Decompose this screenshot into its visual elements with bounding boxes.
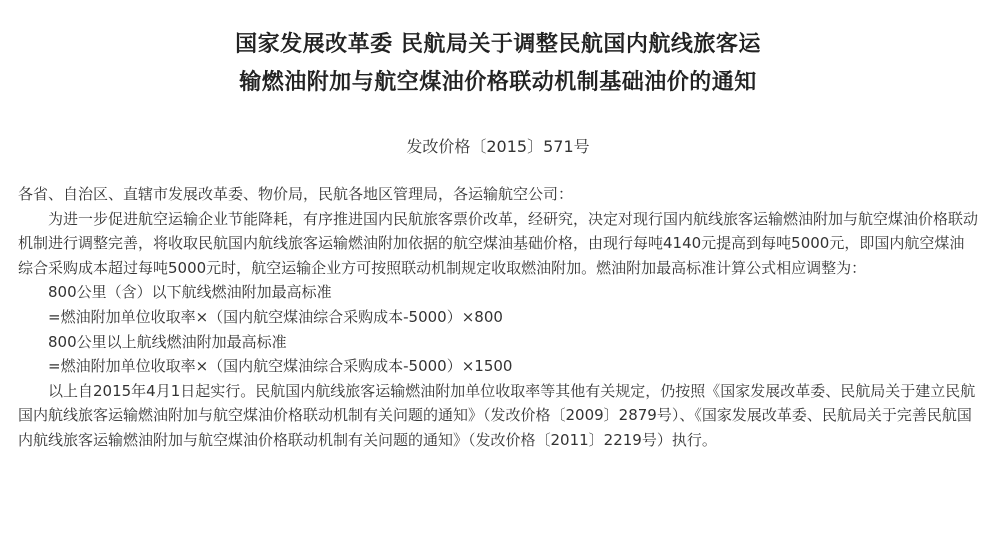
title-line-2: 输燃油附加与航空煤油价格联动机制基础油价的通知 <box>239 70 757 95</box>
formula-2-expression: =燃油附加单位收取率×（国内航空煤油综合采购成本-5000）×1500 <box>48 357 513 376</box>
formula-2-label: 800公里以上航线燃油附加最高标准 <box>48 332 287 351</box>
formula-1-expression: =燃油附加单位收取率×（国内航空煤油综合采购成本-5000）×800 <box>48 307 503 326</box>
document-body <box>18 182 978 453</box>
formula-1-label: 800公里（含）以下航线燃油附加最高标准 <box>48 283 332 302</box>
document-title <box>18 0 978 102</box>
title-line-1: 国家发展改革委 民航局关于调整民航国内航线旅客运 <box>235 32 761 57</box>
paragraph-2: 以上自2015年4月1日起实行。民航国内航线旅客运输燃油附加单位收取率等其他有关规定，仍按照《国家发展改革委、民航局关于建立民航国内航线旅客运输燃油附加与航空煤油价格联动机制有关问题的通知》（发改价格〔2009〕2879号）、《国家发展改革委、民航局关于完善民航国内航线旅客运输燃油附加与航空煤油价格联动机制有关问题的通知》（发改价格〔2011〕2219号）执行。 <box>18 381 976 449</box>
salutation: 各省、自治区、直辖市发展改革委、物价局，民航各地区管理局，各运输航空公司： <box>18 185 574 203</box>
paragraph-1: 为进一步促进航空运输企业节能降耗，有序推进国内民航旅客票价改革，经研究，决定对现行国内航线旅客运输燃油附加与航空煤油价格联动机制进行调整完善，将收取民航国内航线旅客运输燃油附加依据的航空煤油基础价格，由现行每吨4140元提高到每吨5000元，即国内航空煤油综合采购成本超过每吨5000元时，航空运输企业方可按照联动机制规定收取燃油附加。燃油附加最高标准计算公式相应调整为： <box>18 209 979 277</box>
document-number: 发改价格〔2015〕571号 <box>406 137 590 156</box>
